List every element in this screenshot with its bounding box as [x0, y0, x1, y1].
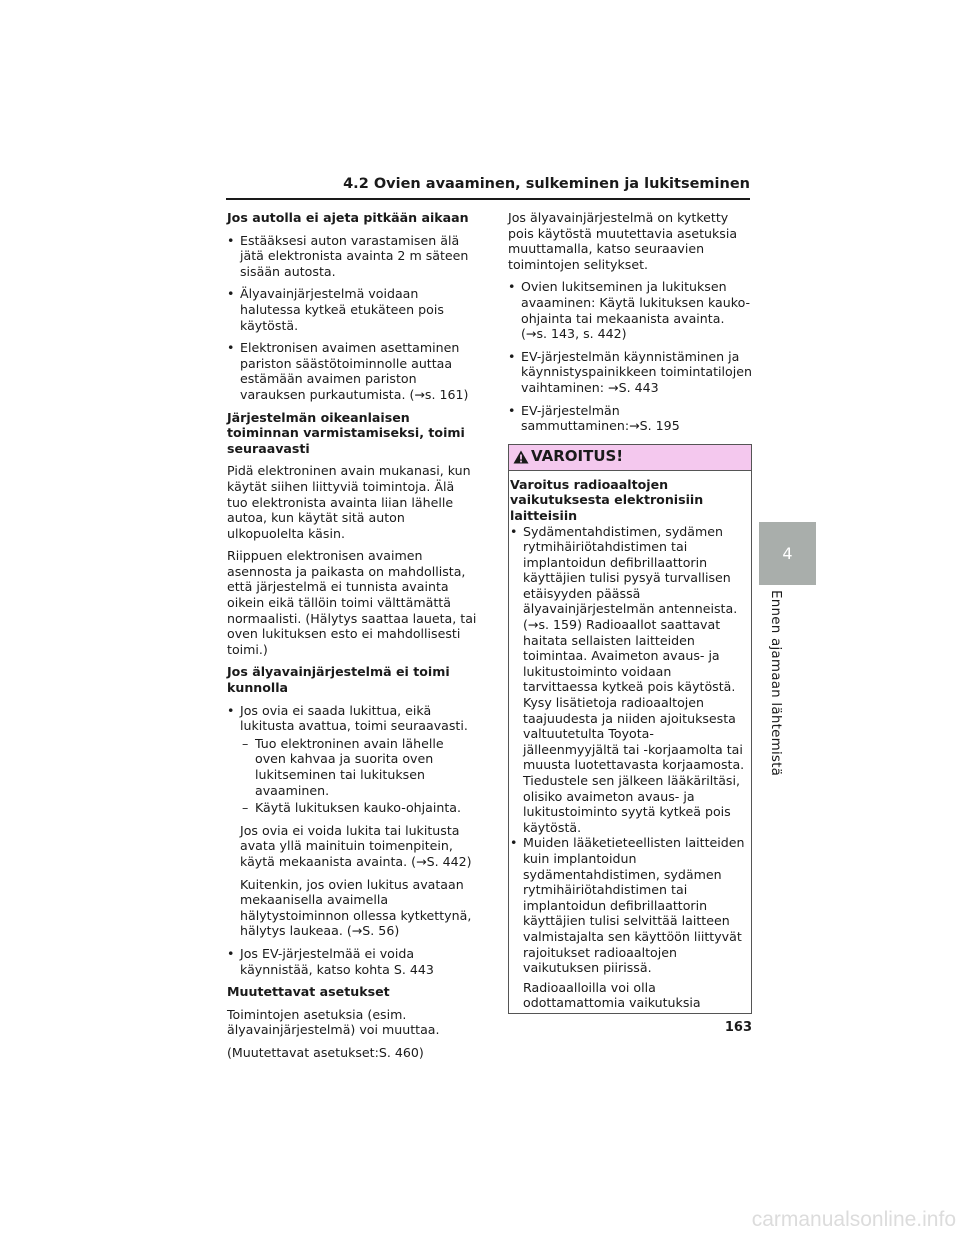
bullet-item: • Estääksesi auton varastamisen älä jätä elektronista avainta 2 m säteen sisään autosta.: [227, 233, 477, 280]
heading-long-storage: Jos autolla ei ajeta pitkään aikaan: [227, 210, 469, 225]
warning-paragraph: Radioaalloilla voi olla odottamattomia vaikutuksia: [523, 979, 701, 1011]
paragraph: Jos älyavainjärjestelmä on kytketty pois käytöstä muutettavia asetuksia muuttamalla, katso seuraavien toimintojen selitykset.: [508, 210, 738, 272]
warning-bullet: • Sydämentahdistimen, sydämen rytmihäiriötahdistimen tai implantoidun defibrillaattorin käyttäjien tulisi pysyä turvallisen etäisyyden päässä älyavainjärjestelmän antenneista. (→s. 159) Radioaallot saattavat haitata sellaisten laitteiden toimintaa. Avaimeton avaus- ja lukitustoiminto voidaan tarvittaessa kytkeä pois käytöstä. Kysy lisätietoja radioaaltojen taajuudesta ja niiden ajoituksesta valtuutetulta Toyota-jälleenmyyjältä tai -korjaamolta tai muusta luotettavasta korjaamosta. Tiedustele sen jälkeen lääkäriltäsi, olisiko avaimeton avaus- ja lukitustoiminto syytä kytkeä pois käytöstä.: [510, 524, 746, 836]
dash-item-text: Tuo elektroninen avain lähelle oven kahvaa ja suorita oven lukitseminen tai lukituksen avaaminen.: [255, 735, 444, 798]
paragraph: Riippuen elektronisen avaimen asennosta ja paikasta on mahdollista, että järjestelmä ei tunnista avainta oikein eikä tällöin toimi välttämättä normaalisti. (Hälytys saattaa laueta, tai oven lukituksen esto ei mahdollisesti toimi.): [227, 548, 477, 657]
bullet-item: • Elektronisen avaimen asettaminen pariston säästötoiminnolle auttaa estämään avaimen pariston varauksen purkautumista. (→s. 161): [227, 340, 477, 402]
bullet-item: • Älyavainjärjestelmä voidaan halutessa kytkeä etukäteen pois käytöstä.: [227, 286, 477, 333]
chapter-tab: [759, 522, 816, 585]
warning-box: [508, 444, 752, 1014]
warning-body: [509, 471, 751, 1013]
paragraph: (Muutettavat asetukset:S. 460): [227, 1044, 424, 1060]
chapter-number: 4: [782, 544, 793, 563]
page-number: 163: [724, 1020, 752, 1035]
paragraph: Toimintojen asetuksia (esim. älyavainjärjestelmä) voi muuttaa.: [227, 1006, 440, 1038]
header-rule: [226, 198, 750, 200]
left-column: [227, 210, 477, 1068]
bullet-item: • EV-järjestelmän sammuttaminen:→S. 195: [508, 403, 752, 434]
bullet-item: • EV-järjestelmän käynnistäminen ja käynnistyspainikkeen toimintatilojen vaihtaminen: →S. 443: [508, 349, 752, 396]
warning-title-bar: [509, 445, 751, 471]
dash-marker: –: [242, 800, 249, 816]
indented-paragraph: Jos ovia ei voida lukita tai lukitusta avata yllä mainituin toimenpitein, käytä mekaanista avainta. (→S. 442): [240, 822, 472, 869]
bullet-item: • Jos EV-järjestelmää ei voida käynnistää, katso kohta S. 443: [227, 946, 477, 977]
warning-icon: [513, 450, 529, 464]
bullet-item: • Ovien lukitseminen ja lukituksen avaaminen: Käytä lukituksen kauko-ohjainta tai mekaanista avainta. (→s. 143, s. 442): [508, 279, 752, 341]
warning-title: VAROITUS!: [531, 447, 624, 466]
warning-bullet: • Muiden lääketieteellisten laitteiden kuin implantoidun sydämentahdistimen, sydämen rytmihäiriötahdistimen tai implantoidun defibrillaattorin käyttäjien tulisi selvittää laitteen valmistajalta sen käyttöön liittyvät rajoitukset radioaaltojen vaikutuksen piirissä.: [510, 835, 746, 975]
indented-paragraph: Kuitenkin, jos ovien lukitus avataan mekaanisella avaimella hälytystoiminnon ollessa kytkettynä, hälytys laukeaa. (→S. 56): [240, 876, 472, 939]
dash-item: [227, 736, 477, 798]
dash-item: [227, 800, 477, 816]
heading-malfunction: Jos älyavainjärjestelmä ei toimi kunnolla: [227, 664, 450, 696]
paragraph: Pidä elektroninen avain mukanasi, kun käytät siihen liittyviä toimintoja. Älä tuo elektronista avainta liian lähelle autoa, kun käytät sitä auton ulkopuolelta käsin.: [227, 463, 471, 541]
dash-marker: –: [242, 735, 249, 751]
warning-heading: Varoitus radioaaltojen vaikutuksesta elektronisiin laitteisiin: [510, 476, 704, 523]
chapter-label: Ennen ajamaan lähtemistä: [768, 590, 784, 777]
bullet-item: • Jos ovia ei saada lukittua, eikä lukitusta avattua, toimi seuraavasti.: [227, 703, 477, 734]
dash-item-text: Käytä lukituksen kauko-ohjainta.: [255, 800, 462, 816]
heading-proper-operation: Järjestelmän oikeanlaisen toiminnan varmistamiseksi, toimi seuraavasti: [227, 409, 465, 456]
heading-custom-settings: Muutettavat asetukset: [227, 984, 390, 1000]
section-header: 4.2 Ovien avaaminen, sulkeminen ja lukitseminen: [343, 176, 750, 192]
right-column: [508, 210, 752, 1014]
watermark: carmanualsonline.info: [751, 1208, 956, 1231]
